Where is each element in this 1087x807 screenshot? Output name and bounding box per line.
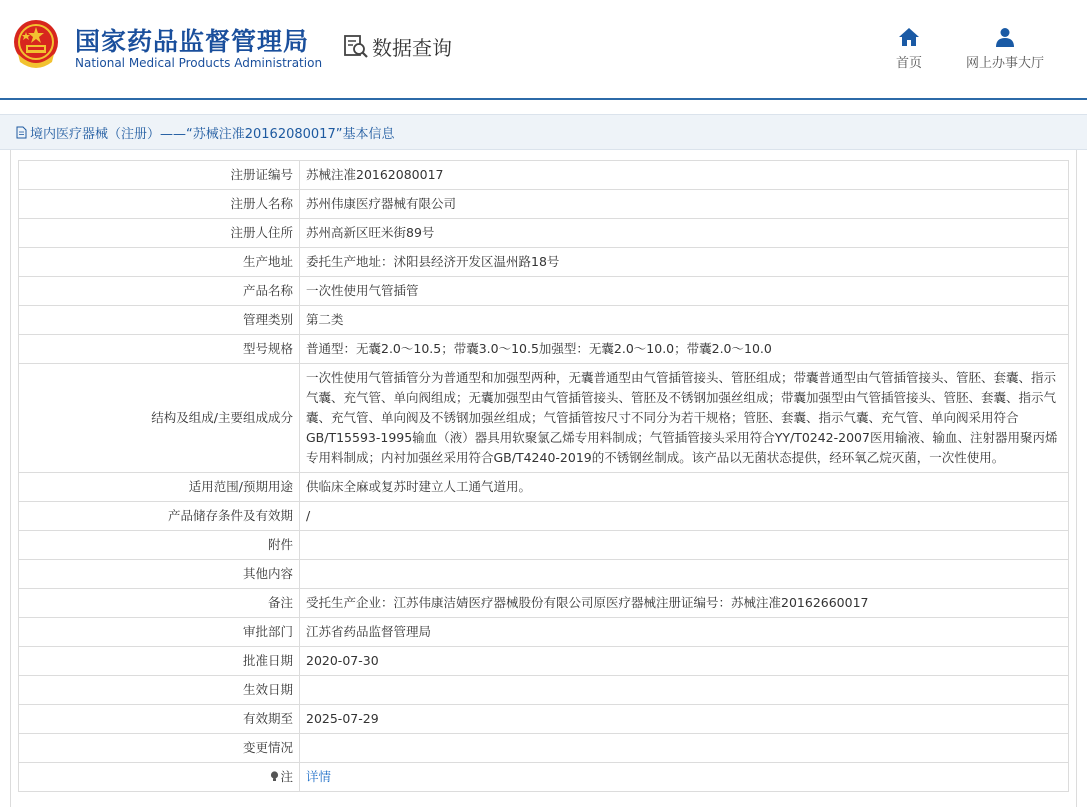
info-table	[18, 160, 1069, 792]
nav-online-office[interactable]	[966, 26, 1044, 71]
data-query-title: 数据查询	[372, 35, 452, 60]
table-row	[19, 647, 1069, 676]
table-row	[19, 161, 1069, 190]
row-label: 适用范围/预期用途	[19, 473, 300, 502]
row-value: 委托生产地址：沭阳县经济开发区温州路18号	[300, 248, 1069, 277]
row-label: 备注	[19, 589, 300, 618]
note-value-cell	[300, 763, 1069, 792]
table-row-note	[19, 763, 1069, 792]
row-label: 批准日期	[19, 647, 300, 676]
row-value	[300, 531, 1069, 560]
row-label: 审批部门	[19, 618, 300, 647]
national-emblem-icon	[12, 18, 60, 70]
lightbulb-icon	[270, 771, 279, 782]
row-value: 受托生产企业：江苏伟康洁婧医疗器械股份有限公司原医疗器械注册证编号：苏械注准20162660017	[300, 589, 1069, 618]
row-value: 供临床全麻或复苏时建立人工通气道用。	[300, 473, 1069, 502]
row-label: 生效日期	[19, 676, 300, 705]
table-row	[19, 705, 1069, 734]
row-label: 有效期至	[19, 705, 300, 734]
table-row	[19, 589, 1069, 618]
row-label: 结构及组成/主要组成成分	[19, 364, 300, 473]
row-label: 注册人名称	[19, 190, 300, 219]
agency-name-cn: 国家药品监督管理局	[75, 27, 310, 56]
row-label: 变更情况	[19, 734, 300, 763]
table-row	[19, 531, 1069, 560]
row-value	[300, 676, 1069, 705]
row-value: 2020-07-30	[300, 647, 1069, 676]
row-label: 产品名称	[19, 277, 300, 306]
row-value: 苏械注准20162080017	[300, 161, 1069, 190]
table-row	[19, 277, 1069, 306]
row-value: 2025-07-29	[300, 705, 1069, 734]
table-row	[19, 335, 1069, 364]
table-row	[19, 190, 1069, 219]
row-label: 其他内容	[19, 560, 300, 589]
row-value	[300, 734, 1069, 763]
table-row	[19, 306, 1069, 335]
table-row	[19, 364, 1069, 473]
row-value: 苏州高新区旺米街89号	[300, 219, 1069, 248]
data-query-section	[342, 31, 452, 61]
row-label: 附件	[19, 531, 300, 560]
row-value: 一次性使用气管插管分为普通型和加强型两种，无囊普通型由气管插管接头、管胚组成；带囊普通型由气管插管接头、管胚、套囊、指示气囊、充气管、单向阀组成；无囊加强型由气管插管接头、管胚及不锈钢加强丝组成；带囊加强型由气管插管接头、管胚、套囊、指示气囊、充气管、单向阀及不锈钢加强丝组成；气管插管按尺寸不同分为若干规格；管胚、套囊、指示气囊、充气管、单向阀采用符合GB/T15593-1995输血（液）器具用软聚氯乙烯专用料制成；气管插管接头采用符合YY/T0242-2007医用输液、输血、注射器用聚丙烯专用料制成；内衬加强丝采用符合GB/T4240-2019的不锈钢丝制成。该产品以无菌状态提供，经环氧乙烷灭菌，一次性使用。	[300, 364, 1069, 473]
details-link[interactable]: 详情	[306, 769, 332, 784]
row-label: 管理类别	[19, 306, 300, 335]
header-divider	[0, 98, 1087, 100]
row-value: 江苏省药品监督管理局	[300, 618, 1069, 647]
nav-online-office-label: 网上办事大厅	[966, 56, 1045, 71]
row-label: 产品储存条件及有效期	[19, 502, 300, 531]
record-title: 境内医疗器械（注册）——“苏械注准20162080017”基本信息	[30, 126, 395, 142]
row-value: 普通型：无囊2.0～10.5；带囊3.0～10.5加强型：无囊2.0～10.0；带囊2.0～10.0	[300, 335, 1069, 364]
row-label: 生产地址	[19, 248, 300, 277]
table-row	[19, 676, 1069, 705]
document-search-icon	[342, 32, 370, 60]
table-row	[19, 473, 1069, 502]
table-row	[19, 502, 1069, 531]
row-value: 第二类	[300, 306, 1069, 335]
info-panel	[10, 150, 1077, 807]
document-icon	[16, 126, 27, 139]
row-value: /	[300, 502, 1069, 531]
nav-home[interactable]	[896, 26, 922, 71]
note-label: 注	[280, 769, 293, 784]
row-value	[300, 560, 1069, 589]
agency-name-en: National Medical Products Administration	[75, 56, 323, 70]
table-row	[19, 734, 1069, 763]
table-row	[19, 560, 1069, 589]
nav-home-label: 首页	[896, 56, 923, 71]
user-icon	[994, 26, 1016, 48]
home-icon	[898, 26, 920, 48]
table-row	[19, 618, 1069, 647]
row-value: 苏州伟康医疗器械有限公司	[300, 190, 1069, 219]
site-header	[0, 0, 1087, 98]
record-title-bar	[0, 114, 1087, 150]
table-row	[19, 248, 1069, 277]
row-value: 一次性使用气管插管	[300, 277, 1069, 306]
row-label: 型号规格	[19, 335, 300, 364]
row-label: 注册证编号	[19, 161, 300, 190]
row-label: 注册人住所	[19, 219, 300, 248]
note-label-cell	[19, 763, 300, 792]
table-row	[19, 219, 1069, 248]
